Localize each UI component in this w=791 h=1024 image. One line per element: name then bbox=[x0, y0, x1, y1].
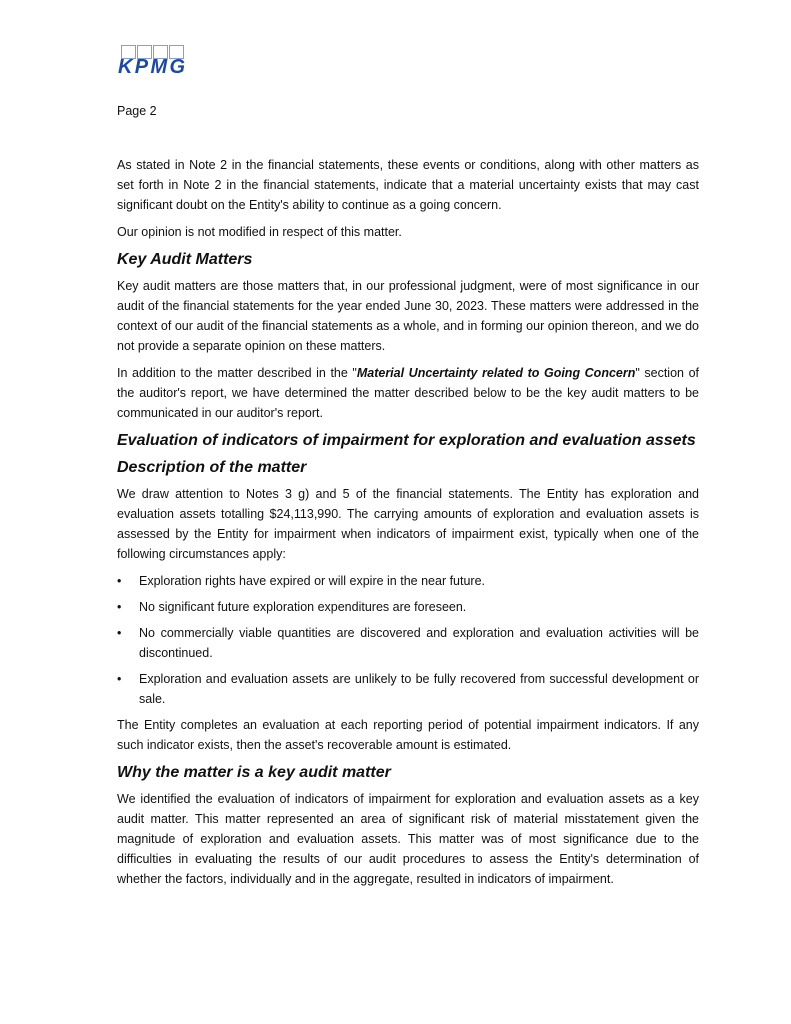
evaluation-process-paragraph: The Entity completes an evaluation at each reporting period of potential impairment indicators. If any such indicator exists, then the asset's recoverable amount is estimated. bbox=[117, 718, 699, 752]
going-concern-paragraph: As stated in Note 2 in the financial statements, these events or conditions, along with other matters as set forth in Note 2 in the financial statements, indicate that a material uncertainty exists that may cast significant doubt on the Entity's ability to continue as a going concern. bbox=[117, 158, 699, 212]
svg-text:KPMG: KPMG bbox=[118, 56, 185, 77]
description-heading: Description of the matter bbox=[117, 459, 307, 476]
list-item: • Exploration and evaluation assets are unlikely to be fully recovered from successful development or sale. bbox=[117, 669, 699, 709]
page-number: Page 2 bbox=[117, 104, 157, 118]
evaluation-heading: Evaluation of indicators of impairment for exploration and evaluation assets bbox=[117, 432, 696, 449]
kpmg-logo bbox=[117, 45, 187, 77]
list-item: • No significant future exploration expenditures are foreseen. bbox=[117, 597, 699, 617]
why-paragraph: We identified the evaluation of indicators of impairment for exploration and evaluation assets as a key audit matter. This matter represented an area of significant risk of material misstatement given the magnitude of exploration and evaluation assets. This matter was of most significance due to the difficulties in evaluating the results of our audit procedures to assess the Entity's determination of whether the factors, individually and in the aggregate, resulted in indicators of impairment. bbox=[117, 792, 699, 886]
document-body bbox=[117, 155, 699, 896]
bullet-icon: • bbox=[117, 626, 122, 640]
circumstances-list bbox=[117, 571, 699, 709]
bullet-icon: • bbox=[117, 672, 122, 686]
list-item: • Exploration rights have expired or will expire in the near future. bbox=[117, 571, 699, 591]
going-concern-reference: Material Uncertainty related to Going Concern bbox=[356, 366, 636, 380]
key-audit-matters-heading: Key Audit Matters bbox=[117, 251, 253, 268]
bullet-icon: • bbox=[117, 574, 122, 588]
opinion-paragraph: Our opinion is not modified in respect of this matter. bbox=[117, 225, 402, 239]
bullet-icon: • bbox=[117, 600, 122, 614]
kam-definition-paragraph: Key audit matters are those matters that, in our professional judgment, were of most significance in our audit of the financial statements for the year ended June 30, 2023. These matters were addressed in the context of our audit of the financial statements as a whole, and in forming our opinion thereon, and we do not provide a separate opinion on these matters. bbox=[117, 279, 699, 353]
list-item: • No commercially viable quantities are discovered and exploration and evaluation activities will be discontinued. bbox=[117, 623, 699, 663]
kam-intro-paragraph: In addition to the matter described in the "Material Uncertainty related to Going Concern" section of the auditor's report, we have determined the matter described below to be the key audit matters to be communicated in our auditor's report. bbox=[117, 366, 699, 420]
why-key-audit-matter-heading: Why the matter is a key audit matter bbox=[117, 764, 391, 781]
description-paragraph: We draw attention to Notes 3 g) and 5 of the financial statements. The Entity has exploration and evaluation assets totalling $24,113,990. The carrying amounts of exploration and evaluation assets is assessed by the Entity for impairment when indicators of impairment exist, typically when one of the following circumstances apply: bbox=[117, 487, 699, 561]
